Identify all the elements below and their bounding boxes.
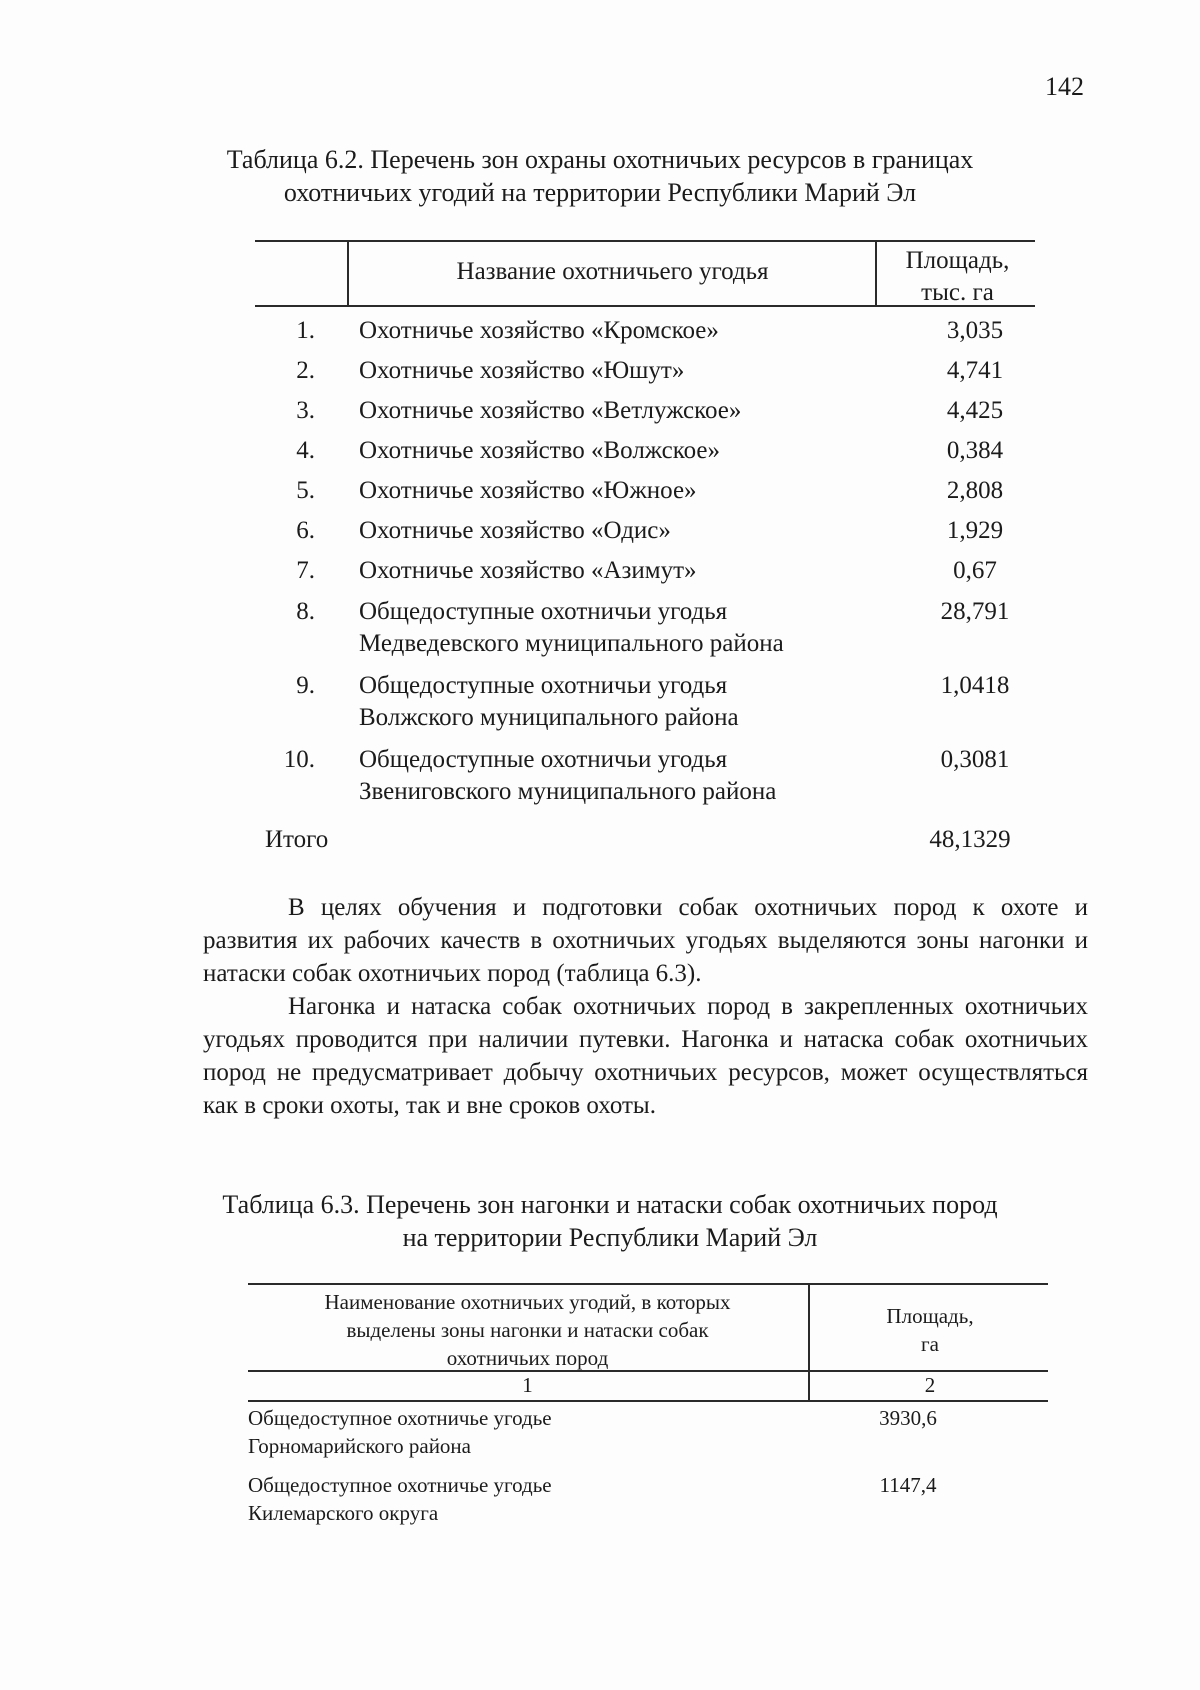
row-name-line: Общедоступные охотничьи угодья — [359, 672, 728, 699]
row-name: Охотничье хозяйство «Одис» — [359, 517, 671, 544]
row-name — [248, 1404, 768, 1460]
paragraph — [203, 990, 1088, 1122]
header-divider — [875, 240, 877, 306]
row-number: 3. — [296, 397, 315, 424]
row-number: 9. — [296, 672, 315, 699]
caption-line: на территории Республики Марий Эл — [402, 1223, 818, 1252]
row-name: Охотничье хозяйство «Азимут» — [359, 557, 697, 584]
table-top-rule — [248, 1283, 1048, 1285]
table-top-rule — [255, 240, 1035, 242]
page-number: 142 — [1045, 72, 1084, 101]
row-number: 7. — [296, 557, 315, 584]
row-name: Охотничье хозяйство «Волжское» — [359, 437, 720, 464]
header-area-line: Площадь, — [905, 247, 1010, 274]
header-area — [812, 1302, 1048, 1358]
header-name-line: охотничьих пород — [446, 1346, 609, 1370]
row-name-line: Общедоступные охотничьи угодья — [359, 746, 728, 773]
row-name: Охотничье хозяйство «Южное» — [359, 477, 697, 504]
caption-line: Таблица 6.3. Перечень зон нагонки и натаски собак охотничьих пород — [222, 1190, 998, 1219]
row-number: 6. — [296, 517, 315, 544]
table-6-3-caption — [160, 1188, 1060, 1254]
header-area-line: Площадь, — [886, 1304, 974, 1328]
row-number: 8. — [296, 598, 315, 625]
row-name-line: Звениговского муниципального района — [359, 778, 777, 805]
row-area: 4,741 — [946, 357, 1004, 384]
total-label: Итого — [265, 826, 329, 853]
header-area-line: га — [921, 1332, 939, 1356]
row-area: 0,67 — [953, 557, 997, 584]
row-area: 1147,4 — [879, 1473, 937, 1497]
row-area: 1,929 — [946, 517, 1004, 544]
column-number: 1 — [522, 1373, 533, 1397]
header-name-line: выделены зоны нагонки и натаски собак — [346, 1318, 709, 1342]
header-area — [880, 245, 1035, 309]
row-name-line: Горномарийского района — [248, 1434, 471, 1458]
paragraph-text: Нагонка и натаска собак охотничьих пород в закрепленных охотничьих угодьях проводится при наличии путевки. Нагонка и натаска собак охотничьих пород не предусматривает добычу охотничьих ресурсов, может осуществляться как в сроки охоты, так и вне сроков охоты. — [203, 993, 1088, 1119]
row-name-line: Общедоступные охотничьи угодья — [359, 598, 728, 625]
row-name — [359, 670, 879, 734]
total-value: 48,1329 — [929, 826, 1011, 853]
row-name-line: Общедоступное охотничье угодье — [248, 1473, 552, 1497]
row-name: Охотничье хозяйство «Кромское» — [359, 317, 719, 344]
header-area-line: тыс. га — [921, 279, 994, 306]
row-number: 1. — [296, 317, 315, 344]
row-area: 0,384 — [946, 437, 1004, 464]
row-name — [359, 744, 879, 808]
row-number: 2. — [296, 357, 315, 384]
header-name: Название охотничьего угодья — [456, 258, 769, 285]
table-colnum-rule — [248, 1400, 1048, 1402]
row-area: 3930,6 — [879, 1406, 937, 1430]
header-name-line: Наименование охотничьих угодий, в которых — [324, 1290, 731, 1314]
row-name — [248, 1471, 768, 1527]
header-name — [250, 1288, 805, 1372]
row-area: 1,0418 — [940, 672, 1010, 699]
row-name-line: Общедоступное охотничье угодье — [248, 1406, 552, 1430]
row-number: 4. — [296, 437, 315, 464]
row-number: 10. — [283, 746, 315, 773]
row-name-line: Медведевского муниципального района — [359, 630, 784, 657]
caption-line: охотничьих угодий на территории Республики Марий Эл — [283, 178, 917, 207]
header-divider — [347, 240, 349, 306]
paragraph — [203, 891, 1088, 990]
caption-line: Таблица 6.2. Перечень зон охраны охотничьих ресурсов в границах — [226, 145, 974, 174]
row-area: 4,425 — [946, 397, 1004, 424]
row-number: 5. — [296, 477, 315, 504]
row-area: 2,808 — [946, 477, 1004, 504]
table-6-2-caption — [180, 143, 1020, 209]
row-area: 3,035 — [946, 317, 1004, 344]
row-name: Охотничье хозяйство «Ветлужское» — [359, 397, 742, 424]
row-area: 0,3081 — [940, 746, 1010, 773]
row-name-line: Килемарского округа — [248, 1501, 439, 1525]
row-name — [359, 596, 879, 660]
paragraph-text: В целях обучения и подготовки собак охотничьих пород к охоте и развития их рабочих качеств в охотничьих угодьях выделяются зоны нагонки и натаски собак охотничьих пород (таблица 6.3). — [203, 894, 1088, 987]
header-divider — [808, 1283, 810, 1402]
row-name-line: Волжского муниципального района — [359, 704, 739, 731]
column-number: 2 — [924, 1373, 936, 1397]
row-name: Охотничье хозяйство «Юшут» — [359, 357, 685, 384]
row-area: 28,791 — [940, 598, 1010, 625]
